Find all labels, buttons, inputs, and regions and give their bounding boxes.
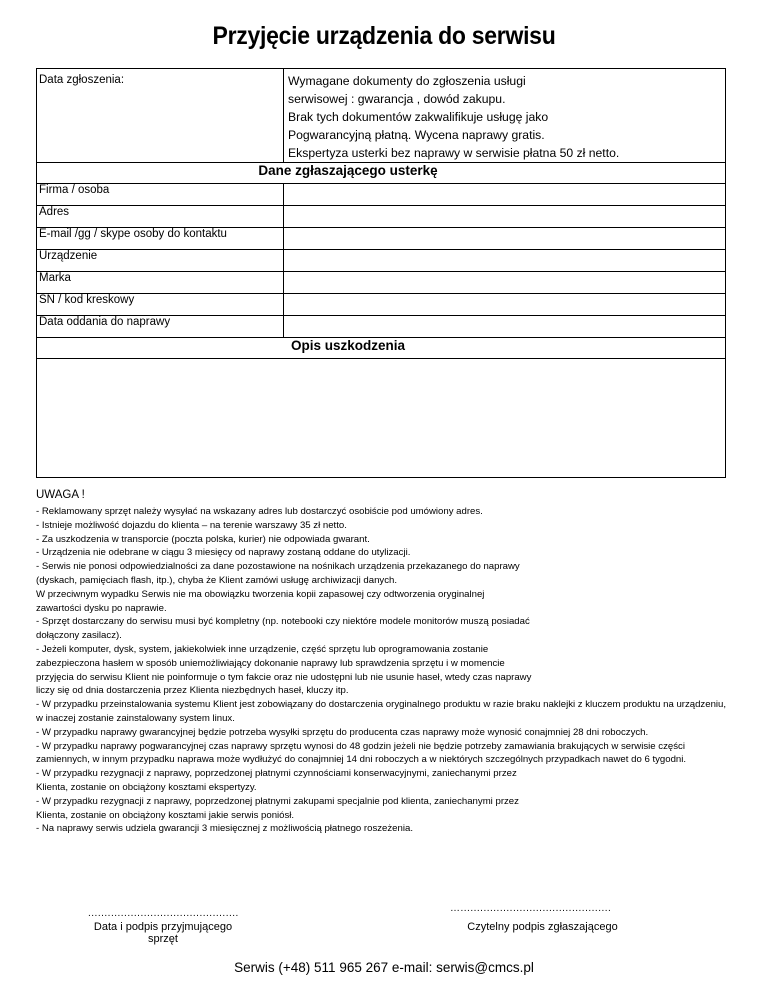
signature-line: .............................................. bbox=[88, 908, 239, 919]
date-field[interactable] bbox=[37, 69, 284, 163]
field-row bbox=[37, 228, 726, 250]
docs-line: serwisowej : gwarancja , dowód zakupu. bbox=[288, 92, 506, 106]
field-input-handover-date[interactable] bbox=[284, 316, 726, 338]
note-line: - Sprzęt dostarczany do serwisu musi być kompletny (np. notebooki czy niektóre modele monitorów muszą posiadać bbox=[36, 616, 530, 628]
field-label: E-mail /gg / skype osoby do kontaktu bbox=[37, 228, 284, 250]
note-line: - Na naprawy serwis udziela gwarancji 3 miesięcznej z możliwością płatnego roszeżenia. bbox=[36, 823, 413, 835]
field-input-serial[interactable] bbox=[284, 294, 726, 316]
field-row bbox=[37, 206, 726, 228]
note-line: w inaczej zostanie zainstalowany system linux. bbox=[36, 712, 235, 724]
note-line: liczy się od dnia dostarczenia przez Klienta niezbędnych haseł, kluczy itp. bbox=[36, 685, 349, 697]
field-label: Data oddania do naprawy bbox=[37, 316, 284, 338]
field-input-brand[interactable] bbox=[284, 272, 726, 294]
docs-line: Brak tych dokumentów zakwalifikuje usługę jako bbox=[288, 110, 549, 124]
page-title: Przyjęcie urządzenia do serwisu bbox=[212, 22, 556, 50]
note-line: - W przypadku rezygnacji z naprawy, poprzedzonej płatnymi zakupami specjalnie pod klienta, zaniechanymi przez bbox=[36, 795, 519, 807]
note-line: - Reklamowany sprzęt należy wysyłać na wskazany adres lub dostarczyć osobiście pod umówiony adres. bbox=[36, 506, 483, 517]
note-line: - Urządzenia nie odebrane w ciągu 3 miesięcy od naprawy zostaną oddane do utylizacji. bbox=[36, 547, 411, 559]
field-row bbox=[37, 250, 726, 272]
note-line: - Istnieje możliwość dojazdu do klienta – na terenie warszawy 35 zł netto. bbox=[36, 519, 347, 531]
footer-contact: Serwis (+48) 511 965 267 e-mail: serwis@cmcs.pl bbox=[234, 960, 534, 975]
field-label: Adres bbox=[37, 206, 284, 228]
note-line: zawartości dysku po naprawie. bbox=[36, 602, 167, 614]
client-signature[interactable] bbox=[450, 903, 635, 933]
note-line: W przeciwnym wypadku Serwis nie ma obowiązku tworzenia kopii zapasowej czy odtworzenia oryginalnej bbox=[36, 588, 485, 600]
field-row bbox=[37, 316, 726, 338]
signature-label: Data i podpis przyjmującego sprzęt bbox=[93, 921, 233, 945]
note-line: Klienta, zostanie on obciążony kosztami ekspertyzy. bbox=[36, 781, 257, 793]
note-line: (dyskach, pamięciach flash, itp.), chyba że Klient zamówi usługę archiwizacji danych. bbox=[36, 574, 397, 586]
field-label: SN / kod kreskowy bbox=[37, 294, 284, 316]
signature-line: ….............................................. bbox=[450, 903, 612, 914]
reporter-section-heading: Dane zgłaszającego usterkę bbox=[37, 163, 726, 184]
warning-title: UWAGA ! bbox=[36, 489, 85, 501]
field-row bbox=[37, 272, 726, 294]
receiver-signature[interactable] bbox=[78, 908, 248, 945]
note-line: przyjęcia do serwisu Klient nie poinformuje o tym fakcie oraz nie udostępni lub nie usunie haseł, wtedy czas naprawy bbox=[36, 671, 532, 683]
note-line: Klienta, zostanie on obciążony kosztami jakie serwis poniósł. bbox=[36, 809, 295, 821]
note-line: zamiennych, w innym przypadku naprawa może wydłużyć do conajmniej 14 dni roboczych a w niektórych szczególnych przypadkach nawet do 6 tygodni. bbox=[36, 754, 687, 766]
field-input-device[interactable] bbox=[284, 250, 726, 272]
note-line: - Jeżeli komputer, dysk, system, jakiekolwiek inne urządzenie, część sprzętu lub oprogramowania zostanie bbox=[36, 643, 489, 655]
field-label: Marka bbox=[37, 272, 284, 294]
note-line: zabezpieczona hasłem w sposób uniemożliwiający dokonanie naprawy lub sprawdzenia sprzętu i w momencie bbox=[36, 657, 505, 669]
docs-line: Wymagane dokumenty do zgłoszenia usługi bbox=[288, 74, 526, 88]
field-row bbox=[37, 294, 726, 316]
notes-list bbox=[36, 505, 736, 836]
required-docs bbox=[284, 69, 726, 163]
docs-line: Ekspertyza usterki bez naprawy w serwisie płatna 50 zł netto. bbox=[288, 146, 620, 160]
signature-label: Czytelny podpis zgłaszającego bbox=[467, 921, 618, 933]
service-form bbox=[36, 68, 726, 478]
note-line: - W przypadku naprawy gwarancyjnej będzie potrzeba wysyłki sprzętu do producenta czas naprawy może wynosić conajmniej 28 dni roboczych. bbox=[36, 726, 649, 738]
field-label: Firma / osoba bbox=[37, 184, 284, 206]
note-line: - Serwis nie ponosi odpowiedzialności za dane pozostawione na nośnikach urządzenia przekazanego do naprawy bbox=[36, 561, 520, 573]
field-row bbox=[37, 184, 726, 206]
note-line: - W przypadku naprawy pogwarancyjnej czas naprawy sprzętu wynosi do 48 godzin jeżeli nie będzie potrzeby zamawiania brakujących w serwisie części bbox=[36, 740, 685, 752]
damage-section-heading: Opis uszkodzenia bbox=[37, 338, 726, 359]
terms-notes bbox=[36, 487, 736, 836]
note-line: dołączony zasilacz). bbox=[36, 630, 122, 642]
field-input-company[interactable] bbox=[284, 184, 726, 206]
date-label: Data zgłoszenia: bbox=[39, 74, 125, 86]
damage-description-area[interactable] bbox=[37, 359, 726, 478]
field-input-contact[interactable] bbox=[284, 228, 726, 250]
field-label: Urządzenie bbox=[37, 250, 284, 272]
note-line: - W przypadku przeinstalowania systemu Klient jest zobowiązany do dostarczenia oryginalnego produktu w razie braku naklejki z kluczem produktu na urządzeniu, bbox=[36, 699, 727, 711]
note-line: - Za uszkodzenia w transporcie (poczta polska, kurier) nie odpowiada gwarant. bbox=[36, 533, 370, 545]
header-row bbox=[37, 69, 726, 163]
note-line: - W przypadku rezygnacji z naprawy, poprzedzonej płatnymi czynnościami konserwacyjnymi, zaniechanymi przez bbox=[36, 768, 517, 780]
field-input-address[interactable] bbox=[284, 206, 726, 228]
docs-line: Pogwarancyjną płatną. Wycena naprawy gratis. bbox=[288, 128, 545, 142]
